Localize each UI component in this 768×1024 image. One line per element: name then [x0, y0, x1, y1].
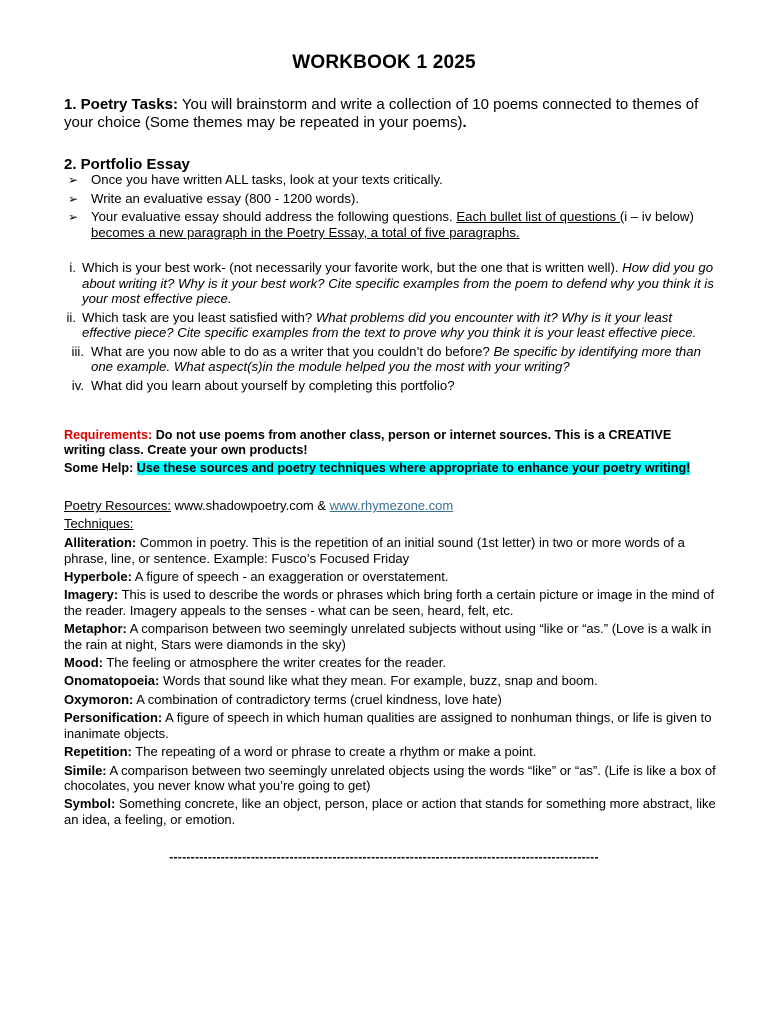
technique-definition: The repeating of a word or phrase to create a rhythm or make a point.	[131, 744, 537, 760]
technique-definition: Words that sound like what they mean. For example, buzz, snap and boom.	[159, 673, 598, 689]
technique-definition: Common in poetry. This is the repetition of an initial sound (1st letter) in two or more words of a phrase, line, or sentence. Example: Fusco’s Focused Friday	[64, 535, 685, 566]
techniques-list	[64, 535, 724, 830]
rhymezone-link[interactable]: www.rhymezone.com	[329, 498, 454, 513]
technique-term: Simile:	[64, 762, 107, 778]
bullet-item	[68, 191, 718, 207]
technique-definition: A combination of contradictory terms (cruel kindness, love hate)	[133, 691, 502, 707]
question-italic-text: Be specific by identifying more than one example. What aspect(s)in the module helped you the most with your writing?	[91, 343, 701, 374]
arrow-bullet-icon: ➢	[68, 173, 79, 187]
resources-label: Poetry Resources:	[64, 498, 171, 513]
bullet-text: Your evaluative essay should address the following questions.	[91, 209, 457, 224]
technique-item	[64, 710, 724, 741]
resources-text: www.shadowpoetry.com &	[170, 498, 330, 513]
technique-item	[64, 655, 724, 671]
technique-term: Hyperbole:	[64, 568, 132, 584]
help-label: Some Help:	[64, 461, 137, 475]
technique-term: Imagery:	[64, 587, 119, 603]
technique-term: Repetition:	[64, 744, 132, 760]
technique-item	[64, 569, 724, 585]
technique-term: Onomatopoeia:	[64, 673, 160, 689]
resources-section	[64, 498, 724, 534]
help-highlighted-text: Use these sources and poetry techniques where appropriate to enhance your poetry writing!	[136, 461, 691, 475]
poetry-tasks-end: .	[462, 114, 467, 131]
technique-item	[64, 763, 724, 794]
technique-item	[64, 535, 724, 566]
requirements-paragraph	[64, 428, 714, 457]
question-item	[58, 344, 718, 375]
technique-item	[64, 621, 724, 652]
technique-definition: A figure of speech - an exaggeration or overstatement.	[131, 568, 449, 584]
technique-item	[64, 587, 724, 618]
page-title: WORKBOOK 1 2025	[292, 52, 476, 73]
dashed-divider: ----------------------------------------------------------------------------------------------------	[169, 850, 599, 864]
question-italic-text: What problems did you encounter with it? Why is it your least effective piece? Cite specific examples from the text to prove why you think it is your least effective piece.	[82, 309, 697, 340]
question-text: What are you now able to do as a writer that you couldn’t do before?	[91, 343, 494, 359]
technique-term: Oxymoron:	[64, 691, 134, 707]
technique-term: Mood:	[64, 655, 103, 671]
portfolio-bullet-list	[68, 172, 718, 244]
technique-definition: The feeling or atmosphere the writer creates for the reader.	[102, 655, 446, 671]
bullet-text: Write an evaluative essay (800 - 1200 words).	[91, 190, 360, 206]
technique-definition: Something concrete, like an object, person, place or action that stands for something more abstract, like an idea, a feeling, or emotion.	[64, 796, 716, 827]
question-item	[58, 378, 718, 394]
bullet-underlined-text: Each bullet list of questions	[456, 209, 620, 224]
arrow-bullet-icon: ➢	[68, 191, 79, 206]
question-number: ii.	[66, 309, 76, 325]
bullet-text: Once you have written ALL tasks, look at your texts critically.	[91, 172, 443, 187]
question-number: iv.	[71, 377, 84, 393]
poetry-tasks-text: You will brainstorm and write a collection of 10 poems connected to themes of your choice (Some themes may be repeated in your poems)	[64, 96, 699, 131]
techniques-label: Techniques:	[64, 516, 134, 531]
technique-definition: This is used to describe the words or phrases which bring forth a certain picture or image in the mind of the reader. Imagery appeals to the senses - what can be seen, heard, felt, etc.	[64, 587, 715, 618]
requirements-label: Requirements:	[64, 428, 156, 442]
question-item	[58, 310, 718, 341]
question-italic-text: How did you go about writing it? Why is it your best work? Cite specific examples from the poem to defend why you think it is your most effective piece.	[82, 260, 714, 306]
poetry-tasks-paragraph	[64, 96, 714, 132]
portfolio-heading: 2. Portfolio Essay	[64, 156, 190, 173]
technique-definition: A comparison between two seemingly unrelated subjects without using “like or “as.” (Love is a walk in the rain at night, Stars were diamonds in the sky)	[64, 621, 712, 652]
technique-term: Symbol:	[64, 796, 116, 812]
help-paragraph	[64, 461, 724, 476]
question-text: Which task are you least satisfied with?	[82, 309, 316, 325]
essay-questions-list	[58, 260, 718, 396]
technique-item	[64, 744, 724, 760]
arrow-bullet-icon: ➢	[68, 210, 79, 224]
question-text: What did you learn about yourself by completing this portfolio?	[91, 377, 455, 393]
poetry-tasks-label: 1. Poetry Tasks:	[64, 96, 178, 113]
bullet-item	[68, 209, 718, 241]
bullet-item	[68, 172, 718, 188]
technique-definition: A figure of speech in which human qualities are assigned to nonhuman things, or life is given to inanimate objects.	[64, 710, 712, 741]
technique-term: Metaphor:	[64, 621, 127, 637]
question-number: i.	[69, 260, 76, 275]
technique-definition: A comparison between two seemingly unrelated objects using the words “like” or “as”. (Life is like a box of chocolates, you never know what you’re going to get)	[64, 762, 716, 794]
bullet-text: (i – iv below)	[619, 209, 694, 224]
question-number: iii.	[71, 343, 84, 359]
resources-line	[64, 498, 724, 513]
technique-term: Personification:	[64, 710, 163, 726]
question-text: Which is your best work- (not necessarily your favorite work, but the one that is written well).	[82, 260, 623, 275]
question-item	[58, 260, 718, 307]
technique-item	[64, 692, 724, 708]
technique-item	[64, 673, 724, 689]
bullet-underlined-text: becomes a new paragraph in the Poetry Essay, a total of five paragraphs.	[91, 225, 520, 240]
technique-item	[64, 796, 724, 827]
requirements-text: Do not use poems from another class, person or internet sources. This is a CREATIVE writing class. Create your own products!	[64, 428, 672, 457]
technique-term: Alliteration:	[64, 535, 137, 550]
